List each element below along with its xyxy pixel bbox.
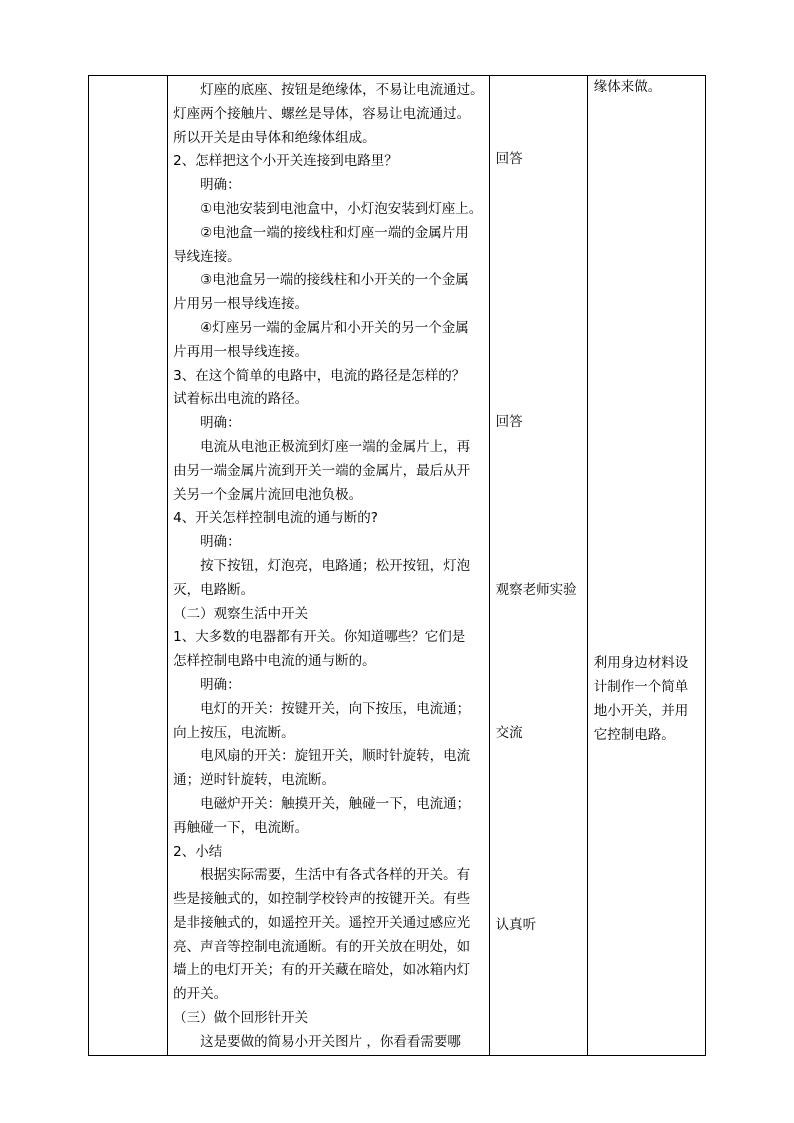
design-intent-cell bbox=[587, 76, 705, 1056]
content-line: 电灯的开关：按键开关，向下按压，电流通； bbox=[200, 700, 471, 717]
content-line: ①电池安装到电池盒中，小灯泡安装到灯座上。 bbox=[200, 200, 483, 217]
content-line: 试着标出电流的路径。 bbox=[173, 391, 309, 408]
content-line: 亮、声音等控制电流通断。有的开关放在明处，如 bbox=[173, 938, 471, 955]
content-line: 通；逆时针旋转，电流断。 bbox=[173, 772, 336, 789]
content-line: （三）做个回形针开关 bbox=[173, 1010, 309, 1027]
content-line: 怎样控制电路中电流的通与断的。 bbox=[173, 653, 376, 670]
content-line: 电风扇的开关：旋钮开关，顺时针旋转，电流 bbox=[200, 748, 471, 765]
student-activity-answer-1: 回答 bbox=[495, 151, 523, 167]
content-line: 根据实际需要，生活中有各式各样的开关。有 bbox=[200, 867, 471, 884]
student-activity-answer-2: 回答 bbox=[495, 414, 523, 430]
content-line: （二）观察生活中开关 bbox=[173, 605, 309, 622]
design-note-line: 利用身边材料设 bbox=[593, 655, 689, 671]
content-line: 4、开关怎样控制电流的通与断的? bbox=[173, 510, 378, 527]
content-line: ③电池盒另一端的接线柱和小开关的一个金属 bbox=[200, 272, 469, 289]
table-row bbox=[89, 76, 706, 1056]
content-line: 是非接触式的，如遥控开关。遥控开关通过感应光 bbox=[173, 914, 471, 931]
lesson-plan-table bbox=[88, 75, 706, 1056]
content-line: 向上按压，电流断。 bbox=[173, 724, 295, 741]
content-line: 片再用一根导线连接。 bbox=[173, 343, 309, 360]
design-note-line: 它控制电路。 bbox=[593, 727, 675, 743]
content-line: 这是要做的简易小开关图片 ，你看看需要哪 bbox=[200, 1033, 461, 1050]
content-line: 明确： bbox=[200, 534, 241, 551]
content-line: ②电池盒一端的接线柱和灯座一端的金属片用 bbox=[200, 224, 469, 241]
student-activity-observe: 观察老师实验 bbox=[495, 582, 577, 598]
content-line: 关另一个金属片流回电池负极。 bbox=[173, 486, 363, 503]
content-line: 墙上的电灯开关；有的开关藏在暗处，如冰箱内灯 bbox=[173, 962, 471, 979]
content-line: 明确： bbox=[200, 415, 241, 432]
student-activity-listen: 认真听 bbox=[495, 917, 537, 933]
content-line: 再触碰一下，电流断。 bbox=[173, 819, 309, 836]
blank-column-cell bbox=[89, 76, 168, 1056]
content-line: 灯座两个接触片、螺丝是导体，容易让电流通过。 bbox=[173, 105, 471, 122]
content-line: 1、大多数的电器都有开关。你知道哪些？它们是 bbox=[173, 629, 466, 646]
content-line: 电磁炉开关：触摸开关，触碰一下，电流通； bbox=[200, 795, 471, 812]
teaching-content-cell bbox=[168, 76, 490, 1056]
content-line: 些是接触式的，如控制学校铃声的按键开关。有些 bbox=[173, 891, 471, 908]
design-note-line: 计制作一个简单 bbox=[593, 679, 689, 695]
content-line: ④灯座另一端的金属片和小开关的另一个金属 bbox=[200, 319, 469, 336]
content-line: 按下按钮，灯泡亮，电路通；松开按钮，灯泡 bbox=[200, 557, 471, 574]
teaching-content-lines bbox=[173, 79, 485, 1055]
content-line: 2、小结 bbox=[173, 843, 223, 860]
content-line: 的开关。 bbox=[173, 986, 228, 1003]
content-line: 导线连接。 bbox=[173, 248, 241, 265]
student-activity-discuss: 交流 bbox=[495, 725, 523, 741]
content-line: 所以开关是由导体和绝缘体组成。 bbox=[173, 129, 376, 146]
content-line: 电流从电池正极流到灯座一端的金属片上，再 bbox=[200, 438, 471, 455]
content-line: 3、在这个简单的电路中，电流的路径是怎样的？ bbox=[173, 367, 466, 384]
content-line: 灯座的底座、按钮是绝缘体，不易让电流通过。 bbox=[200, 82, 484, 98]
student-activity-cell bbox=[489, 76, 587, 1056]
content-line: 片用另一根导线连接。 bbox=[173, 296, 309, 313]
content-line: 明确： bbox=[200, 676, 241, 693]
content-line: 灭，电路断。 bbox=[173, 581, 255, 598]
content-line: 由另一端金属片流到开关一端的金属片，最后从开 bbox=[173, 462, 471, 479]
content-line: 明确： bbox=[200, 177, 241, 194]
design-note-line: 地小开关，并用 bbox=[593, 703, 689, 719]
content-line: 2、怎样把这个小开关连接到电路里？ bbox=[173, 153, 398, 170]
design-note-line: 缘体来做。 bbox=[593, 79, 662, 95]
